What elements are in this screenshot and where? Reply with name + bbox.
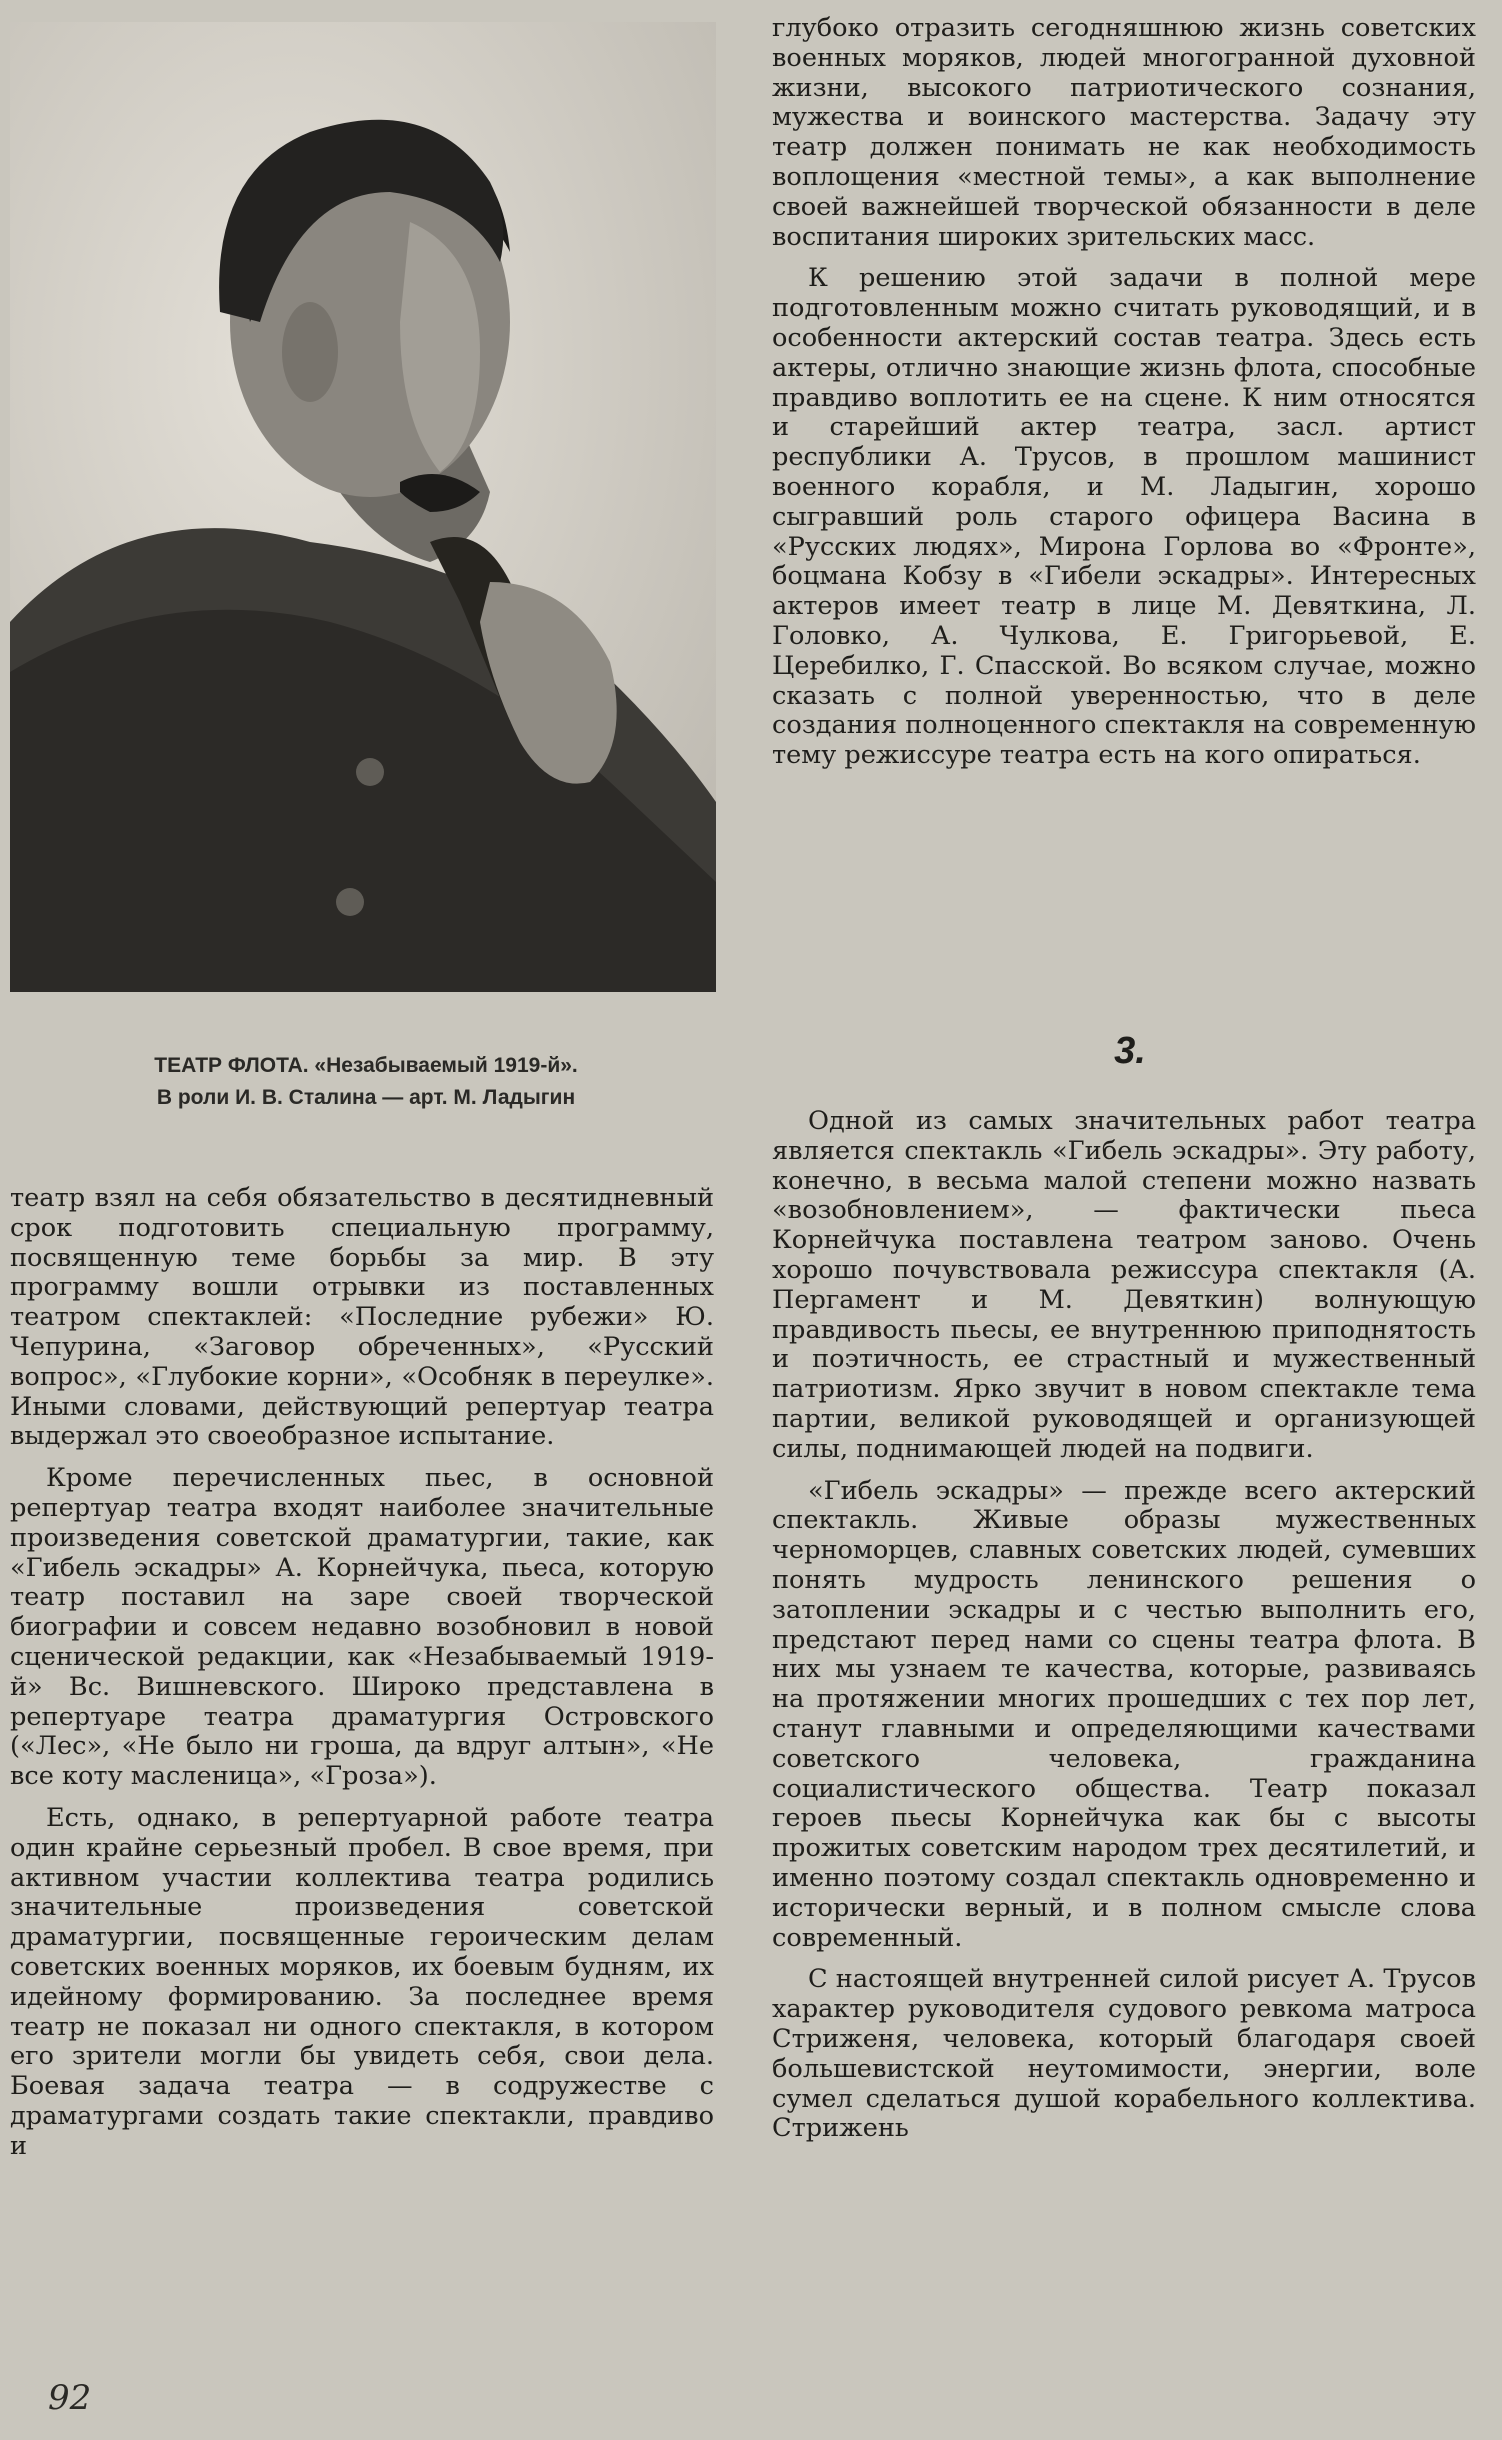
portrait-image bbox=[10, 22, 716, 992]
paragraph: «Гибель эскадры» — прежде всего актерский спектакль. Живые образы мужественных черноморцев, славных советских людей, сумевших понять мудрость ленинского решения о затоплении эскадры и с честью выполнить его, предстают перед нами со сцены театра флота. В них мы узнаем те качества, которые, развиваясь на протяжении многих прошедших с тех пор лет, станут главными и определяющими качествами советского человека, гражданина социалистического общества. Театр показал героев пьесы Корнейчука как бы с высоты прожитых советским народом трех десятилетий, и именно поэтому создал спектакль одновременно и исторически верный, и в полном смысле слова современный. bbox=[772, 1475, 1476, 1953]
paragraph: Одной из самых значительных работ театра является спектакль «Гибель эскадры». Эту работу, конечно, в весьма малой степени можно назвать «возобновлением», — фактически пьеса Корнейчука поставлена театром заново. Очень хорошо почувствовала режиссура спектакля (А. Пергамент и М. Девяткин) волнующую правдивость пьесы, ее внутреннюю приподнятость и поэтичность, ее страстный и мужественный патриотизм. Ярко звучит в новом спектакле тема партии, великой руководящей и организующей силы, поднимающей людей на подвиги. bbox=[772, 1106, 1476, 1464]
section-number: 3. bbox=[1114, 1030, 1146, 1072]
right-column-top bbox=[772, 14, 1476, 783]
paragraph: Кроме перечисленных пьес, в основной репертуар театра входят наиболее значительные произведения советской драматургии, такие, как «Гибель эскадры» А. Корнейчука, пьеса, которую театр поставил на заре своей творческой биографии и совсем недавно возобновил в новой сценической редакции, как «Незабываемый 1919-й» Вс. Вишневского. Широко представлена в репертуаре театра драматургия Островского («Лес», «Не было ни гроша, да вдруг алтын», «Не все коту масленица», «Гроза»). bbox=[10, 1463, 714, 1792]
left-column-bottom bbox=[10, 1184, 714, 2174]
caption-line-1: ТЕАТР ФЛОТА. «Незабываемый 1919-й». bbox=[154, 1054, 578, 1077]
photo-caption bbox=[56, 1050, 676, 1114]
right-column-bottom bbox=[772, 1107, 1476, 2156]
paragraph: глубоко отразить сегодняшнюю жизнь советских военных моряков, людей многогранной духовной жизни, высокого патриотического сознания, мужества и воинского мастерства. Задачу эту театр должен понимать не как необходимость воплощения «местной темы», а как выполнение своей важнейшей творческой обязанности в деле воспитания широких зрительских масс. bbox=[772, 13, 1476, 252]
paragraph: театр взял на себя обязательство в десятидневный срок подготовить специальную программу, посвященную теме борьбы за мир. В эту программу вошли отрывки из поставленных театром спектаклей: «Последние рубежи» Ю. Чепурина, «Заговор обреченных», «Русский вопрос», «Глубокие корни», «Особняк в переулке». Иными словами, действующий репертуар театра выдержал это своеобразное испытание. bbox=[10, 1183, 714, 1452]
caption-line-2: В роли И. В. Сталина — арт. М. Ладыгин bbox=[156, 1086, 576, 1109]
paragraph: С настоящей внутренней силой рисует А. Трусов характер руководителя судового ревкома матроса Стриженя, человека, который благодаря своей большевистской неутомимости, энергии, воле сумел сделаться душой корабельного коллектива. Стрижень bbox=[772, 1964, 1476, 2144]
paragraph: К решению этой задачи в полной мере подготовленным можно считать руководящий, и в особенности актерский состав театра. Здесь есть актеры, отлично знающие жизнь флота, способные правдиво воплотить ее на сцене. К ним относятся и старейший актер театра, засл. артист республики А. Трусов, в прошлом машинист военного корабля, и М. Ладыгин, хорошо сыгравший роль старого офицера Васина в «Русских людях», Мирона Горлова во «Фронте», боцмана Кобзу в «Гибели эскадры». Интересных актеров имеет театр в лице М. Девяткина, Л. Головко, А. Чулкова, Е. Григорьевой, Е. Церебилко, Г. Спасской. Во всяком случае, можно сказать с полной уверенностью, что в деле создания полноценного спектакля на современную тему режиссуре театра есть на кого опираться. bbox=[772, 263, 1476, 771]
paragraph: Есть, однако, в репертуарной работе театра один крайне серьезный пробел. В свое время, при активном участии коллектива театра родились значительные произведения советской драматургии, посвященные героическим делам советских военных моряков, их боевым будням, их идейному формированию. За последнее время театр не показал ни одного спектакля, в котором его зрители могли бы увидеть себя, свои дела. Боевая задача театра — в содружестве с драматургами создать такие спектакли, правдиво и bbox=[10, 1802, 714, 2161]
portrait-photo bbox=[10, 22, 716, 992]
page-number: 92 bbox=[48, 2378, 92, 2418]
